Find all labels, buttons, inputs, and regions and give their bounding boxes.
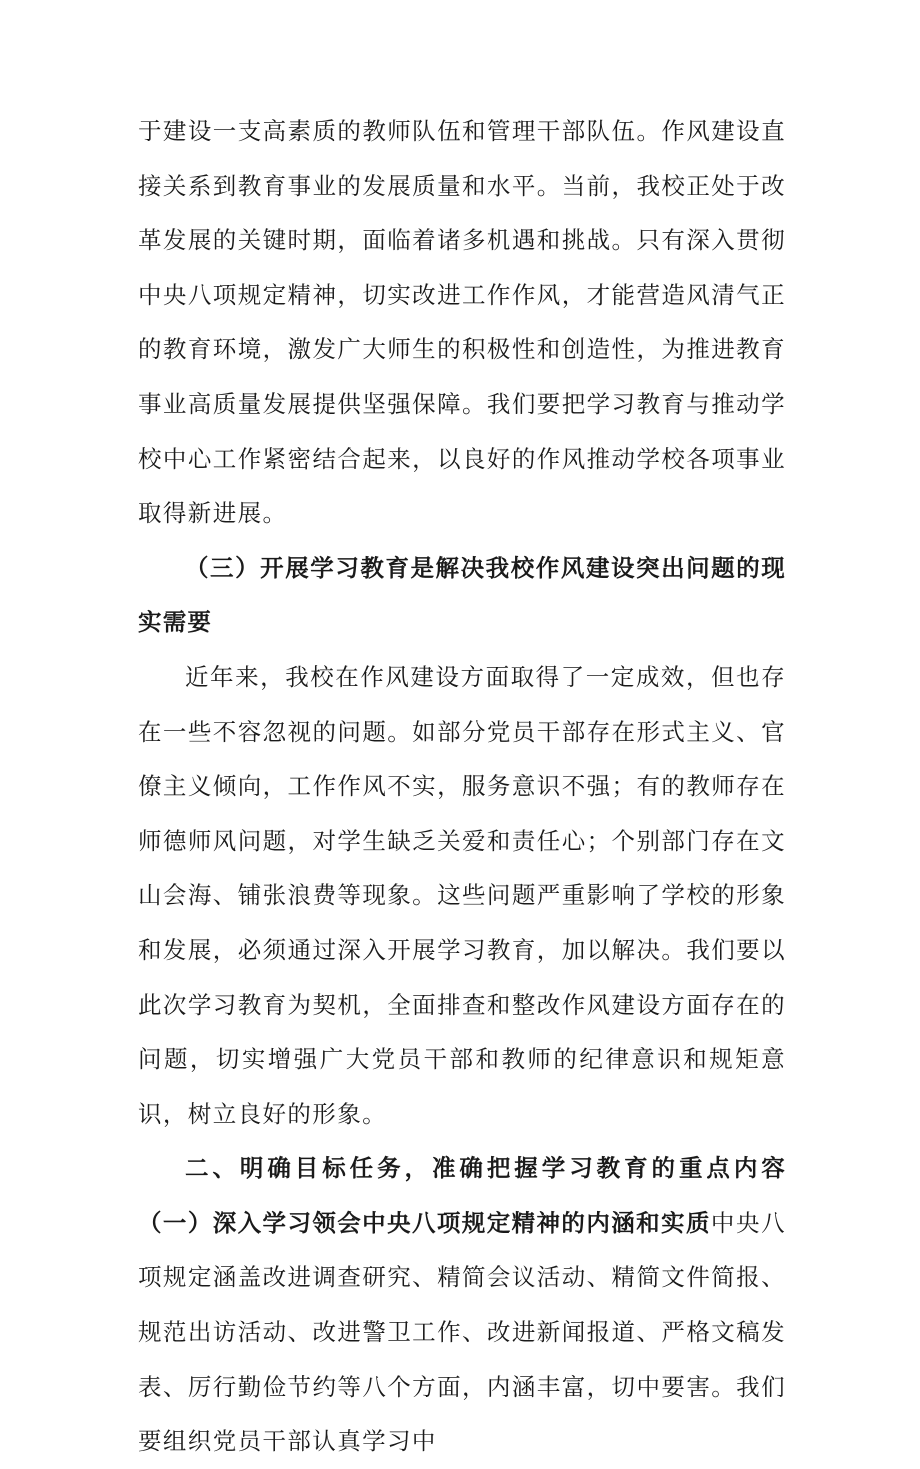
document-body (138, 104, 786, 1469)
body-paragraph-problems: 近年来，我校在作风建设方面取得了一定成效，但也存在一些不容忽视的问题。如部分党员干部存在形式主义、官僚主义倾向，工作作风不实，服务意识不强；有的教师存在师德师风问题，对学生缺乏关爱和责任心；个别部门存在文山会海、铺张浪费等现象。这些问题严重影响了学校的形象和发展，必须通过深入开展学习教育，加以解决。我们要以此次学习教育为契机，全面排查和整改作风建设方面存在的问题，切实增强广大党员干部和教师的纪律意识和规矩意识，树立良好的形象。 (138, 662, 786, 1128)
body-paragraph-objectives (138, 1141, 786, 1469)
section-heading-two-inline: 二、明确目标任务，准确把握学习教育的重点内容（一）深入学习领会中央八项规定精神的内涵和实质 (138, 1154, 786, 1237)
section-heading-three: （三）开展学习教育是解决我校作风建设突出问题的现实需要 (138, 553, 786, 637)
body-paragraph-continuation: 于建设一支高素质的教师队伍和管理干部队伍。作风建设直接关系到教育事业的发展质量和水平。当前，我校正处于改革发展的关键时期，面临着诸多机遇和挑战。只有深入贯彻中央八项规定精神，切实改进工作作风，才能营造风清气正的教育环境，激发广大师生的积极性和创造性，为推进教育事业高质量发展提供坚强保障。我们要把学习教育与推动学校中心工作紧密结合起来，以良好的作风推动学校各项事业取得新进展。 (138, 117, 786, 528)
eight-provisions-text: 中央八项规定涵盖改进调查研究、精简会议活动、精简文件简报、规范出访活动、改进警卫工作、改进新闻报道、严格文稿发表、厉行勤俭节约等八个方面，内涵丰富，切中要害。我们要组织党员干部认真学习中 (138, 1208, 786, 1456)
